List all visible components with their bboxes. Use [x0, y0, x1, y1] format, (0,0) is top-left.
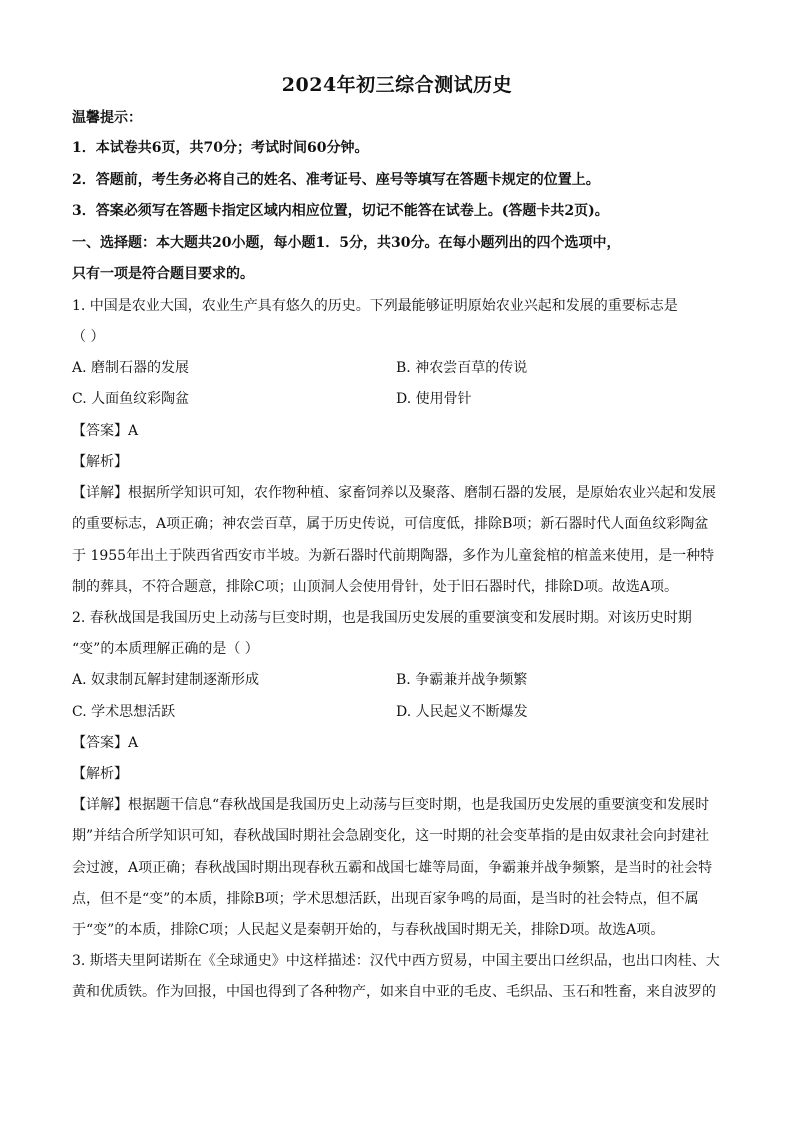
question-2-option-c: C. 学术思想活跃 — [72, 704, 176, 720]
question-1-option-a: A. 磨制石器的发展 — [72, 360, 190, 376]
question-2-stem-line-1: 2. 春秋战国是我国历史上动荡与巨变时期，也是我国历史发展的重要演变和发展时期。对该历史时期 — [72, 610, 692, 626]
question-2-analysis-label: 【解析】 — [72, 766, 128, 782]
notice-item-1: 1．本试卷共6页，共70分；考试时间60分钟。 — [72, 140, 369, 156]
question-1-stem-line-1: 1. 中国是农业大国，农业生产具有悠久的历史。下列最能够证明原始农业兴起和发展的重要标志是 — [72, 298, 678, 314]
question-2-option-a: A. 奴隶制瓦解封建制逐渐形成 — [72, 672, 260, 688]
question-1-stem-line-2: （ ） — [72, 329, 105, 345]
page-title: 2024年初三综合测试历史 — [281, 74, 513, 96]
question-1-option-c: C. 人面鱼纹彩陶盆 — [72, 391, 190, 407]
question-1-detail-line-3: 于 1955年出土于陕西省西安市半坡。为新石器时代前期陶器，多作为儿童瓮棺的棺盖来使用，是一种特 — [72, 548, 715, 564]
notice-item-3: 3．答案必须写在答题卡指定区域内相应位置，切记不能答在试卷上。(答题卡共2页)。 — [72, 203, 609, 219]
question-1-option-b: B. 神农尝百草的传说 — [396, 360, 528, 376]
question-2-answer: 【答案】A — [72, 735, 139, 751]
notice-item-2: 2．答题前，考生务必将自己的姓名、准考证号、座号等填写在答题卡规定的位置上。 — [72, 172, 600, 188]
question-1-option-d: D. 使用骨针 — [396, 391, 472, 407]
question-1-detail-line-4: 制的葬具，不符合题意，排除C项；山顶洞人会使用骨针，处于旧石器时代，排除D项。故选A项。 — [72, 579, 679, 595]
question-2-detail-line-3: 会过渡，A项正确；春秋战国时期出现春秋五霸和战国七雄等局面，争霸兼并战争频繁，是当时的社会特 — [72, 860, 713, 876]
notice-heading: 温馨提示： — [72, 110, 142, 126]
question-2-option-d: D. 人民起义不断爆发 — [396, 704, 528, 720]
question-2-detail-line-5: 于“变”的本质，排除C项；人民起义是秦朝开始的，与春秋战国时期无关，排除D项。故选A项。 — [72, 922, 665, 938]
question-1-answer: 【答案】A — [72, 423, 139, 439]
question-2-detail-line-2: 期”并结合所学知识可知，春秋战国时期社会急剧变化，这一时期的社会变革指的是由奴隶社会向封建社 — [72, 828, 710, 844]
question-2-stem-line-2: “变”的本质理解正确的是（ ） — [72, 641, 259, 657]
question-2-detail-line-1: 【详解】根据题干信息“春秋战国是我国历史上动荡与巨变时期，也是我国历史发展的重要演变和发展时 — [72, 797, 710, 813]
question-1-detail-line-1: 【详解】根据所学知识可知，农作物种植、家畜饲养以及聚落、磨制石器的发展，是原始农业兴起和发展 — [72, 485, 716, 501]
question-1-analysis-label: 【解析】 — [72, 454, 128, 470]
question-2-detail-line-4: 点，但不是“变”的本质，排除B项；学术思想活跃，出现百家争鸣的局面，是当时的社会特点，但不属 — [72, 891, 699, 907]
question-3-stem-line-2: 黄和优质铁。作为回报，中国也得到了各种物产，如来自中亚的毛皮、毛织品、玉石和牲畜，来自波罗的 — [72, 984, 716, 1000]
question-2-option-b: B. 争霸兼并战争频繁 — [396, 672, 528, 688]
question-1-detail-line-2: 的重要标志，A项正确；神农尝百草，属于历史传说，可信度低，排除B项；新石器时代人面鱼纹彩陶盆 — [72, 516, 709, 532]
section-heading-line-1: 一、选择题：本大题共20小题，每小题1．5分，共30分。在每小题列出的四个选项中， — [72, 235, 621, 251]
question-3-stem-line-1: 3. 斯塔夫里阿诺斯在《全球通史》中这样描述：汉代中西方贸易，中国主要出口丝织品，也出口肉桂、大 — [72, 953, 720, 969]
section-heading-line-2: 只有一项是符合题目要求的。 — [72, 266, 254, 282]
